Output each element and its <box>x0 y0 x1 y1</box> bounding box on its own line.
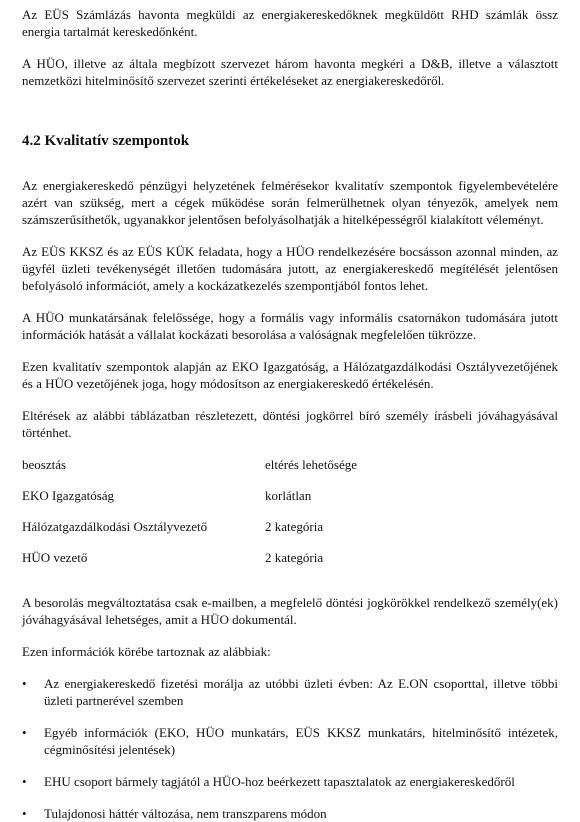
intro-paragraph-1: Az EÜS Számlázás havonta megküldi az energiakereskedőknek megküldött RHD számlák össz energia tartalmát kereskedőnként. <box>22 7 558 39</box>
intro-paragraph-2: A HÜO, illetve az általa megbízott szervezet három havonta megkéri a D&B, illetve a választott nemzetközi hitelminősítő szervezet szerinti értékeléseket az energiakereskedőről. <box>22 56 558 88</box>
table-cell: EKO Igazgatóság <box>22 488 115 503</box>
table-cell: korlátlan <box>265 488 312 503</box>
section-paragraph-3: A HÜO munkatársának felelőssége, hogy a formális vagy informális csatornákon tudomására jutott információk hatását a vállalat kockázati besorolása a valóságnak megfelelően tükrözze. <box>22 310 558 342</box>
table-row <box>22 487 558 518</box>
list-item-text: Tulajdonosi háttér változása, nem transzparens módon <box>44 806 327 821</box>
section-paragraph-5: Eltérések az alábbi táblázatban részletezett, döntési jogkörrel bíró személy írásbeli jóváhagyásával történhet. <box>22 408 558 440</box>
bullet-icon: • <box>22 676 27 691</box>
list-item <box>22 773 558 790</box>
table-header-row <box>22 456 558 487</box>
after-table-paragraph-2: Ezen információk körébe tartoznak az alábbiak: <box>22 644 271 659</box>
section-paragraph-4: Ezen kvalitatív szempontok alapján az EKO Igazgatóság, a Hálózatgazdálkodási Osztályvezetőjének és a HÜO vezetőjének joga, hogy módosítson az energiakereskedő értékelésén. <box>22 359 558 391</box>
list-item-text: Az energiakereskedő fizetési morálja az utóbbi üzleti évben: Az E.ON csoporttal, illetve többi üzleti partnerével szemben <box>44 676 558 708</box>
table-header-cell: beosztás <box>22 457 67 472</box>
section-paragraph-1: Az energiakereskedő pénzügyi helyzetének felmérésekor kvalitatív szempontok figyelembevételére azért van szükség, mert a cégek működése során felmerülhetnek olyan tényezők, amelyek nem számszerűsíthetők, ugyanakkor jelentősen befolyásolhatják a hitelképességről kialakított véleményt. <box>22 178 558 227</box>
bullet-icon: • <box>22 725 27 740</box>
authority-table <box>22 456 558 580</box>
table-cell: 2 kategória <box>265 550 324 565</box>
bullet-icon: • <box>22 774 27 789</box>
after-table-paragraph-1: A besorolás megváltoztatása csak e-mailben, a megfelelő döntési jogkörökkel rendelkező személy(ek) jóváhagyásával lehetséges, amit a HÜO dokumentál. <box>22 595 558 627</box>
bullet-icon: • <box>22 806 27 821</box>
list-item <box>22 724 558 758</box>
table-cell: 2 kategória <box>265 519 324 534</box>
list-item <box>22 805 558 822</box>
list-item-text: EHU csoport bármely tagjától a HÜO-hoz beérkezett tapasztalatok az energiakereskedőről <box>44 774 515 789</box>
bullet-list <box>22 675 558 822</box>
table-row <box>22 518 558 549</box>
table-row <box>22 549 558 580</box>
table-cell: Hálózatgazdálkodási Osztályvezető <box>22 519 208 534</box>
list-item <box>22 675 558 709</box>
table-header-cell: eltérés lehetősége <box>265 457 358 472</box>
section-heading: 4.2 Kvalitatív szempontok <box>22 133 190 149</box>
list-item-text: Egyéb információk (EKO, HÜO munkatárs, EÜS KKSZ munkatárs, hitelminősítő intézetek, cégminősítési jelentések) <box>44 725 558 757</box>
table-cell: HÜO vezető <box>22 550 88 565</box>
section-paragraph-2: Az EÜS KKSZ és az EÜS KÜK feladata, hogy a HÜO rendelkezésére bocsásson azonnal minden, az ügyfél üzleti tevékenységét illetően tudomására jutott, az energiakereskedő megítélését jelentősen befolyásoló információt, amely a kockázatkezelés szempontjából fontos lehet. <box>22 244 558 293</box>
